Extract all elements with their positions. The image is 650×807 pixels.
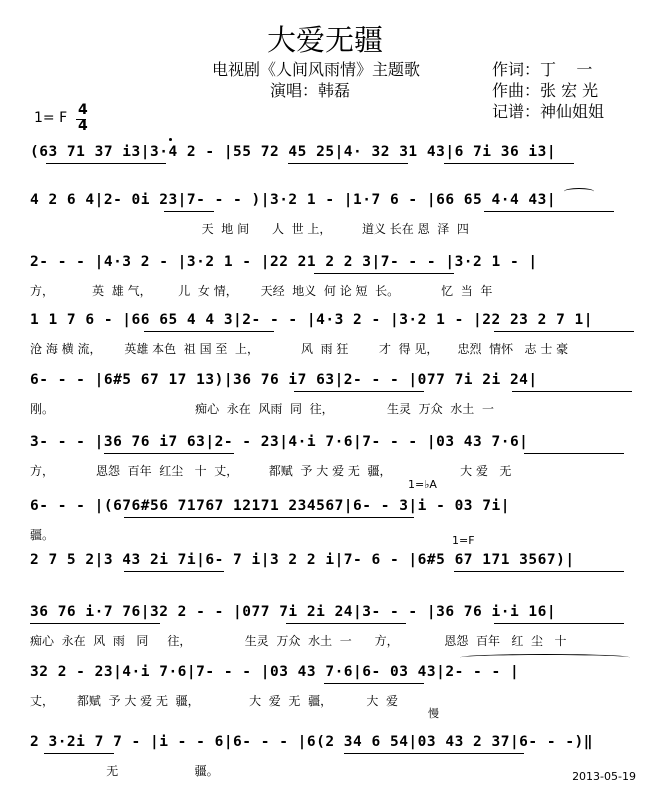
lyrics-row-3: 方， 英 雄 气， 儿 女 情， 天经 地义 何 论 短 长。 忆 当 年 — [30, 284, 493, 298]
beam — [124, 571, 224, 572]
notes-row-9: 36 76 i·7 76|32 2 - - |077 7i 2i 24|3- - - |36 76 i·i 16| — [30, 604, 557, 620]
notes-row-8: 2 7 5 2|3 43 2i 7i|6- 7 i|3 2 2 i|7- 6 - |6#5 67 171 3567)| — [30, 552, 575, 568]
tie — [460, 654, 630, 661]
date: 2013-05-19 — [572, 770, 636, 783]
score-row-4 — [24, 298, 632, 362]
composer: 作曲：张 宏 光 — [492, 81, 599, 100]
beam — [444, 163, 574, 164]
beam — [164, 211, 214, 212]
key-change-f: 1=F — [452, 534, 475, 547]
beam — [494, 623, 624, 624]
transcriber: 记谱：神仙姐姐 — [492, 102, 605, 121]
key-signature: 1= F — [34, 110, 68, 126]
beam — [484, 211, 614, 212]
score-row-2 — [24, 178, 632, 242]
lyrics-row-11: 无 疆。 — [30, 764, 219, 778]
singer: 演唱：韩磊 — [270, 81, 351, 100]
lyrics-row-10: 丈， 都赋 予 大 爱 无 疆， 大 爱 无 疆， 大 爱 — [30, 694, 399, 708]
notes-row-7: 6- - - |(676#56 71767 12171 234567|6- - 3|i - 03 7i| — [30, 498, 510, 514]
lyrics-row-5: 刚。 痴心 永在 风雨 同 往， 生灵 万众 水土 一 — [30, 402, 494, 416]
lyrics-row-2: 天 地 间 人 世 上， 道义 长在 恩 泽 四 — [30, 222, 469, 236]
notes-row-11: 2 3·2i 7 7 - |i - - 6|6- - - |6(2 34 6 54|03 43 2 37|6- - -)‖ — [30, 734, 594, 750]
lyrics-row-9: 痴心 永在 风 雨 同 往， 生灵 万众 水土 一 方， 恩怨 百年 红 尘 十 — [30, 634, 567, 648]
beam — [344, 753, 524, 754]
lyrics-row-4: 沧 海 横 流， 英雄 本色 祖 国 至 上， 风 雨 狂 才 得 见， 忠烈 情怀 志 士 豪 — [30, 342, 569, 356]
beam — [124, 517, 414, 518]
beam — [144, 331, 274, 332]
tie — [564, 188, 594, 195]
time-signature-top: 4 — [78, 102, 88, 118]
time-signature-bottom: 4 — [78, 118, 88, 134]
score-row-6 — [24, 420, 632, 484]
score-row-11 — [24, 720, 632, 784]
beam — [44, 753, 114, 754]
subtitle: 电视剧《人间风雨情》主题歌 — [212, 60, 421, 79]
beam — [314, 273, 454, 274]
notes-row-4: 1 1 7 6 - |66 65 4 4 3|2- - - |4·3 2 - |3·2 1 - |22 23 2 7 1| — [30, 312, 594, 328]
slow-marking: 慢 — [428, 707, 439, 720]
notes-row-10: 32 2 - 23|4·i 7·6|7- - - |03 43 7·6|6- 03 43|2- - - | — [30, 664, 520, 680]
beam — [46, 163, 166, 164]
score-row-9 — [24, 590, 632, 654]
beam — [454, 571, 624, 572]
beam — [30, 623, 160, 624]
lyrics-row-6: 方， 恩怨 百年 红尘 十 丈， 都赋 予 大 爱 无 疆， 大 爱 无 — [30, 464, 512, 478]
beam — [324, 683, 424, 684]
song-title: 大爱无疆 — [266, 23, 383, 57]
score-row-5 — [24, 358, 632, 422]
beam — [512, 391, 632, 392]
notes-row-5: 6- - - |6#5 67 17 13)|36 76 i7 63|2- - - |077 7i 2i 24| — [30, 372, 538, 388]
key-change-a: 1=♭A — [408, 478, 437, 491]
notes-row-3: 2- - - |4·3 2 - |3·2 1 - |22 21 2 2 3|7- - - |3·2 1 - | — [30, 254, 538, 270]
score-row-3 — [24, 240, 632, 304]
beam — [294, 391, 424, 392]
beam — [286, 623, 406, 624]
lyricist: 作词：丁 一 — [492, 60, 593, 79]
notes-row-1: (63 71 37 i3|3·4 2 - |55 72 45 25|4· 32 31 43|6 7i 36 i3| — [30, 144, 557, 160]
notes-row-2: 4 2 6 4|2- 0i 23|7- - - )|3·2 1 - |1·7 6 - |66 65 4·4 43| — [30, 192, 557, 208]
lyrics-row-7: 疆。 — [30, 528, 55, 542]
notes-row-6: 3- - - |36 76 i7 63|2- - 23|4·i 7·6|7- - - |03 43 7·6| — [30, 434, 529, 450]
beam — [104, 453, 234, 454]
beam — [494, 331, 634, 332]
high-dot — [169, 138, 172, 141]
beam — [524, 453, 624, 454]
score-row-10 — [24, 650, 632, 714]
beam — [288, 163, 408, 164]
